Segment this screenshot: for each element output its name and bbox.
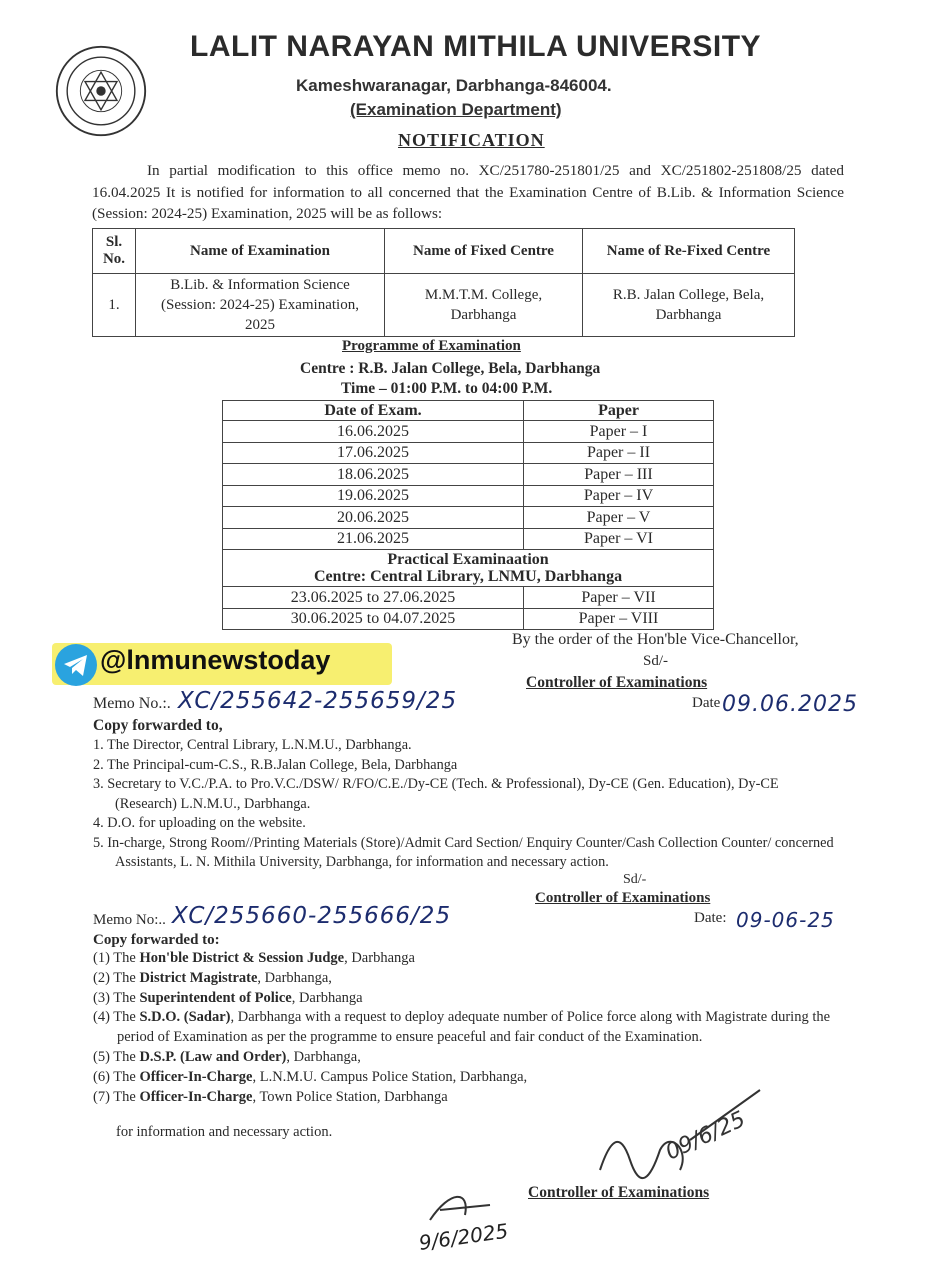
table-cell: 16.06.2025 bbox=[223, 421, 524, 443]
table-cell: Paper – VIII bbox=[524, 608, 714, 630]
university-address: Kameshwaranagar, Darbhanga-846004. bbox=[296, 76, 612, 95]
table-cell: 20.06.2025 bbox=[223, 507, 524, 529]
memo2-date: 09-06-25 bbox=[736, 908, 835, 932]
item-prefix: (7) The bbox=[93, 1088, 140, 1105]
practical-title: Practical Examinaation bbox=[387, 551, 549, 568]
list-item bbox=[93, 969, 853, 989]
programme-title: Programme of Examination bbox=[342, 338, 521, 354]
table-header-cell: Name of Fixed Centre bbox=[385, 229, 583, 274]
list-item bbox=[93, 1008, 853, 1048]
practical-header-row bbox=[223, 550, 714, 587]
table-header-cell: Date of Exam. bbox=[223, 401, 524, 421]
table-cell: Paper – VI bbox=[524, 528, 714, 550]
university-logo bbox=[54, 44, 148, 138]
memo2-date-label: Date: bbox=[694, 910, 727, 926]
list-item: 2. The Principal-cum-C.S., R.B.Jalan College, Bela, Darbhanga bbox=[93, 756, 458, 773]
memo2-label: Memo No:.. bbox=[93, 912, 166, 928]
table-cell: 30.06.2025 to 04.07.2025 bbox=[223, 608, 524, 630]
item-bold: S.D.O. (Sadar) bbox=[139, 1009, 231, 1026]
table-row bbox=[223, 608, 714, 630]
memo1-recipient-list bbox=[93, 736, 843, 873]
memo1-date: 09.06.2025 bbox=[722, 692, 858, 717]
handwritten-signature bbox=[560, 1080, 800, 1200]
item-bold: District Magistrate bbox=[139, 969, 258, 986]
item-rest: , Town Police Station, Darbhanga bbox=[252, 1088, 448, 1105]
table-row bbox=[93, 274, 795, 337]
memo1-date-label: Date bbox=[692, 695, 721, 711]
table-row bbox=[223, 485, 714, 507]
table-cell: Paper – I bbox=[524, 421, 714, 443]
item-bold: Superintendent of Police bbox=[139, 989, 292, 1006]
department-name: (Examination Department) bbox=[350, 100, 562, 119]
table-cell: B.Lib. & Information Science (Session: 2024-25) Examination, 2025 bbox=[136, 274, 385, 337]
memo1-copy-label: Copy forwarded to, bbox=[93, 717, 223, 734]
centre-table bbox=[92, 228, 795, 337]
item-rest: , Darbhanga bbox=[344, 950, 415, 966]
list-item bbox=[93, 989, 853, 1009]
table-row bbox=[223, 442, 714, 464]
table-row bbox=[223, 587, 714, 609]
item-rest: , Darbhanga, bbox=[257, 969, 332, 986]
item-prefix: (5) The bbox=[93, 1048, 140, 1065]
telegram-icon bbox=[54, 643, 98, 687]
table-cell: Paper – III bbox=[524, 464, 714, 486]
list-item: 1. The Director, Central Library, L.N.M.U., Darbhanga. bbox=[93, 737, 412, 753]
order-line: By the order of the Hon'ble Vice-Chancellor, bbox=[512, 631, 799, 648]
memo1-label: Memo No.:. bbox=[93, 695, 171, 712]
item-bold: Officer-In-Charge bbox=[139, 1068, 253, 1085]
sd-mark: Sd/- bbox=[643, 653, 669, 669]
handwritten-initials bbox=[410, 1180, 560, 1260]
table-cell: Paper – V bbox=[524, 507, 714, 529]
item-prefix: (4) The bbox=[93, 1009, 140, 1026]
item-rest: , L.N.M.U. Campus Police Station, Darbhanga, bbox=[252, 1068, 528, 1085]
list-item bbox=[93, 949, 853, 969]
table-row bbox=[223, 421, 714, 443]
table-header-row bbox=[223, 401, 714, 421]
table-header-cell: Name of Examination bbox=[136, 229, 385, 274]
watermark-handle: @lnmunewstoday bbox=[100, 645, 331, 675]
table-row bbox=[223, 464, 714, 486]
controller-signature-2: Controller of Examinations bbox=[535, 890, 711, 906]
item-bold: D.S.P. (Law and Order) bbox=[139, 1048, 287, 1065]
item-rest: , Darbhanga, bbox=[286, 1048, 361, 1065]
table-cell: 18.06.2025 bbox=[223, 464, 524, 486]
table-cell: Paper – IV bbox=[524, 485, 714, 507]
sd-mark: Sd/- bbox=[623, 872, 647, 887]
table-cell: 19.06.2025 bbox=[223, 485, 524, 507]
practical-header-cell bbox=[223, 550, 714, 587]
table-cell: 23.06.2025 to 27.06.2025 bbox=[223, 587, 524, 609]
programme-time: Time – 01:00 P.M. to 04:00 P.M. bbox=[341, 380, 553, 397]
controller-signature-3: Controller of Examinations bbox=[528, 1184, 710, 1201]
table-header-cell: Sl. No. bbox=[93, 229, 136, 274]
memo2-tail: for information and necessary action. bbox=[116, 1124, 333, 1140]
table-header-cell: Paper bbox=[524, 401, 714, 421]
memo1-number: XC/255642-255659/25 bbox=[178, 688, 458, 714]
list-item bbox=[93, 1048, 853, 1068]
item-bold: Officer-In-Charge bbox=[139, 1088, 253, 1105]
programme-centre: Centre : R.B. Jalan College, Bela, Darbhanga bbox=[300, 360, 601, 377]
table-cell: R.B. Jalan College, Bela, Darbhanga bbox=[583, 274, 795, 337]
memo2-number: XC/255660-255666/25 bbox=[172, 903, 452, 929]
list-item: 4. D.O. for uploading on the website. bbox=[93, 815, 306, 831]
notification-title: NOTIFICATION bbox=[398, 130, 545, 150]
item-bold: Hon'ble District & Session Judge bbox=[139, 950, 345, 966]
signature-date: 09/6/25 bbox=[661, 1106, 750, 1166]
intro-paragraph: In partial modification to this office memo no. XC/251780-251801/25 and XC/251802-251808/25 dated 16.04.2025 It is notified for information to all concerned that the Examination Centre of B.Lib. & Information Science (Session: 2024-25) Examination, 2025 will be as follows: bbox=[92, 162, 844, 222]
table-cell: Paper – II bbox=[524, 442, 714, 464]
item-rest: , Darbhanga with a request to deploy adequate number of Police force along with Magistrate during the period of Examination as per the programme to ensure peaceful and fair conduct of the Examination. bbox=[117, 1009, 831, 1046]
item-prefix: (1) The bbox=[93, 950, 140, 966]
table-row bbox=[223, 528, 714, 550]
practical-centre: Centre: Central Library, LNMU, Darbhanga bbox=[313, 568, 623, 585]
university-name: LALIT NARAYAN MITHILA UNIVERSITY bbox=[190, 30, 762, 63]
list-item: 5. In-charge, Strong Room//Printing Materials (Store)/Admit Card Section/ Enquiry Counter/Cash Collection Counter/ concerned Assistants, L. N. Mithila University, Darbhanga, for information and necessary action. bbox=[93, 834, 834, 870]
table-cell: 21.06.2025 bbox=[223, 528, 524, 550]
item-prefix: (6) The bbox=[93, 1068, 140, 1085]
item-prefix: (2) The bbox=[93, 969, 140, 986]
table-row bbox=[223, 507, 714, 529]
item-rest: , Darbhanga bbox=[291, 989, 363, 1006]
table-header-row bbox=[93, 229, 795, 274]
table-cell: Paper – VII bbox=[524, 587, 714, 609]
table-cell: M.M.T.M. College, Darbhanga bbox=[385, 274, 583, 337]
item-prefix: (3) The bbox=[93, 989, 140, 1006]
programme-table bbox=[222, 400, 714, 630]
memo2-copy-label: Copy forwarded to: bbox=[93, 932, 220, 948]
table-cell: 17.06.2025 bbox=[223, 442, 524, 464]
table-cell: 1. bbox=[93, 274, 136, 337]
controller-signature-1: Controller of Examinations bbox=[526, 674, 708, 691]
initials-date: 9/6/2025 bbox=[417, 1218, 510, 1255]
list-item: 3. Secretary to V.C./P.A. to Pro.V.C./DSW/ R/FO/C.E./Dy-CE (Tech. & Professional), Dy-CE (Gen. Education), Dy-CE (Research) L.N.M.U., Darbhanga. bbox=[93, 776, 779, 812]
table-header-cell: Name of Re-Fixed Centre bbox=[583, 229, 795, 274]
